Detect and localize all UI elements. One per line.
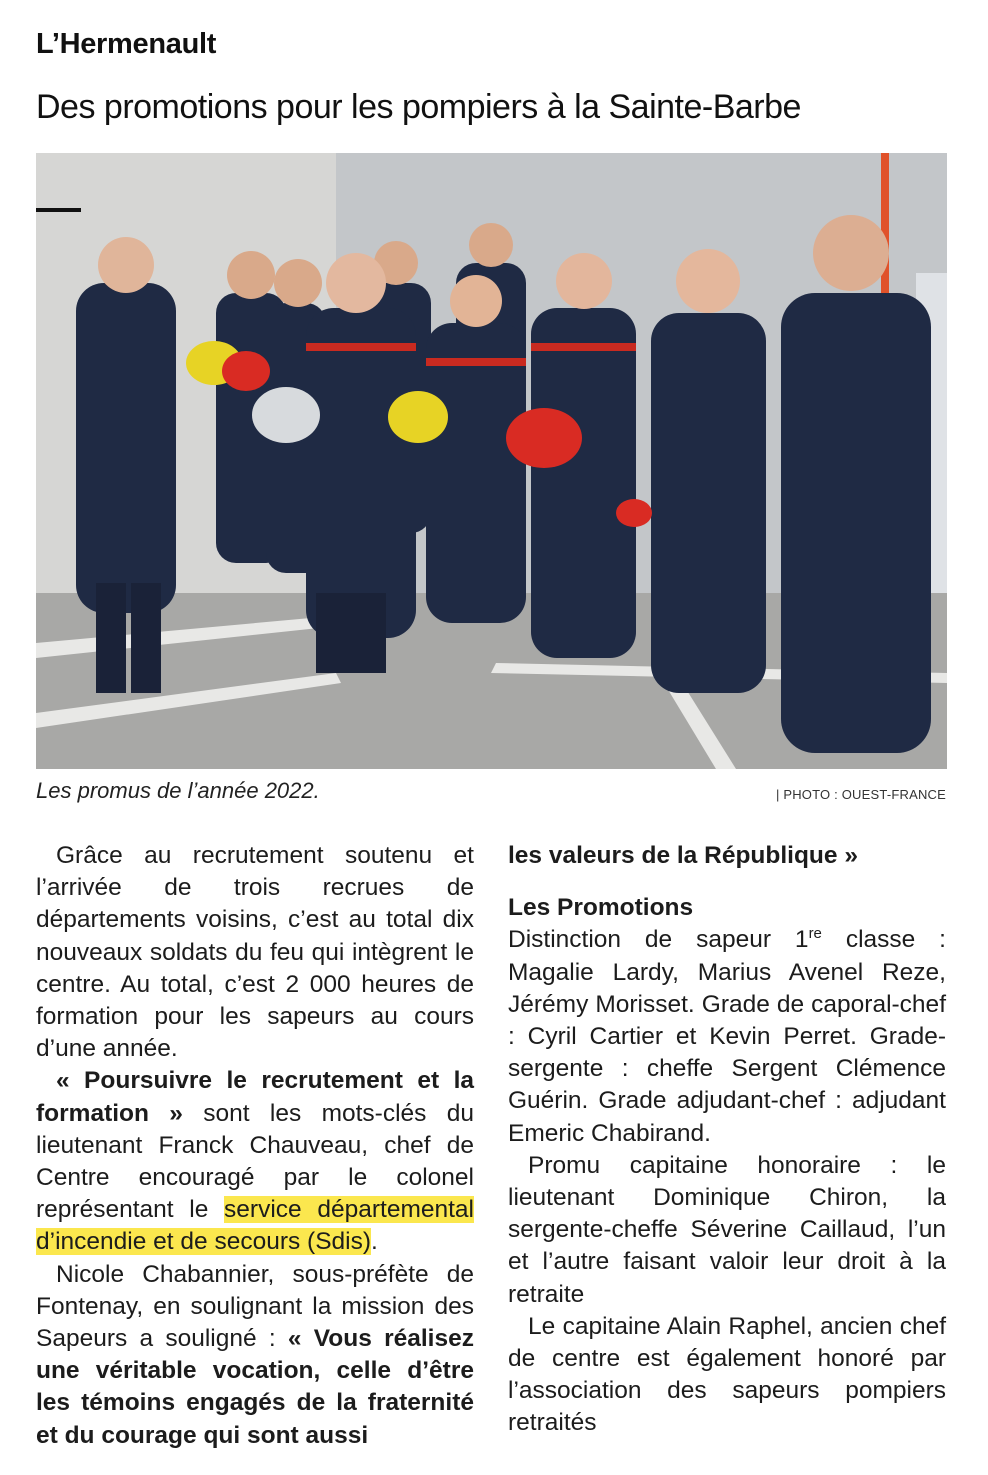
group-photo-illustration bbox=[36, 153, 947, 769]
article-paragraph bbox=[36, 1259, 474, 1452]
superscript-text: re bbox=[808, 925, 822, 943]
red-helmet-icon bbox=[616, 499, 652, 527]
red-helmet-icon bbox=[222, 351, 270, 391]
location-kicker: L’Hermenault bbox=[36, 28, 217, 60]
quote-text: « Poursuivre le recrutement et la formation » bbox=[36, 1067, 474, 1127]
photo-credit: | PHOTO : OUEST-FRANCE bbox=[775, 787, 946, 802]
paragraph-text: . bbox=[371, 1228, 378, 1256]
highlighted-text: service départemental d’incendie et de secours (Sdis) bbox=[36, 1196, 474, 1256]
paragraph-text: Nicole Chabannier, sous-préfète de Fontenay, en soulignant la mission des Sapeurs a souligné : bbox=[36, 1260, 474, 1353]
article-paragraph bbox=[36, 1065, 474, 1258]
article-paragraph bbox=[508, 924, 946, 1149]
paragraph-text: Distinction de sapeur 1 bbox=[508, 926, 809, 954]
article-column-right bbox=[508, 840, 946, 1440]
article-paragraph bbox=[36, 840, 474, 1065]
chrome-helmet-icon bbox=[252, 387, 320, 443]
article-column-left bbox=[36, 840, 474, 1452]
article-photo bbox=[36, 153, 947, 769]
officer-figure bbox=[651, 249, 766, 693]
section-subhead: Les Promotions bbox=[508, 894, 694, 922]
article-paragraph: Promu capitaine honoraire : le lieutenant Dominique Chiron, la sergente-cheffe Séverine Caillaud, l’un et l’autre faisant valoir leur droit à la retraite bbox=[508, 1151, 946, 1308]
paragraph-text: Grâce au recrutement soutenu et l’arrivée de trois recrues de départements voisins, c’est au total dix nouveaux soldats du feu qui intègrent le centre. Au total, c’est 2 000 heures de formation pour les sapeurs au cours d’une année. bbox=[36, 842, 474, 1063]
quote-text: « Vous réalisez une véritable vocation, celle d’être les témoins engagés de la fraternité et du courage qui sont aussi bbox=[36, 1325, 474, 1449]
photo-caption: Les promus de l’année 2022. bbox=[36, 778, 320, 803]
quote-text: les valeurs de la République » bbox=[508, 842, 858, 869]
firefighter-figure bbox=[306, 253, 416, 673]
officer-figure bbox=[781, 215, 931, 753]
paragraph-text: classe : Magalie Lardy, Marius Avenel Reze, Jérémy Morisset. Grade de caporal-chef : Cyril Cartier et Kevin Perret. Grade-sergente : cheffe Sergent Clémence Guérin. Grade adjudant-chef : adjudant Emeric Chabirand. bbox=[508, 926, 946, 1147]
paragraph-text: sont les mots-clés du lieutenant Franck Chauveau, chef de Centre encouragé par le colonel représentant le bbox=[36, 1099, 474, 1224]
article-headline: Des promotions pour les pompiers à la Sainte-Barbe bbox=[36, 88, 801, 126]
article-paragraph: Le capitaine Alain Raphel, ancien chef de centre est également honoré par l’association des sapeurs pompiers retraités bbox=[508, 1312, 946, 1437]
yellow-helmet-icon bbox=[388, 391, 448, 443]
red-helmet-icon bbox=[506, 408, 582, 468]
